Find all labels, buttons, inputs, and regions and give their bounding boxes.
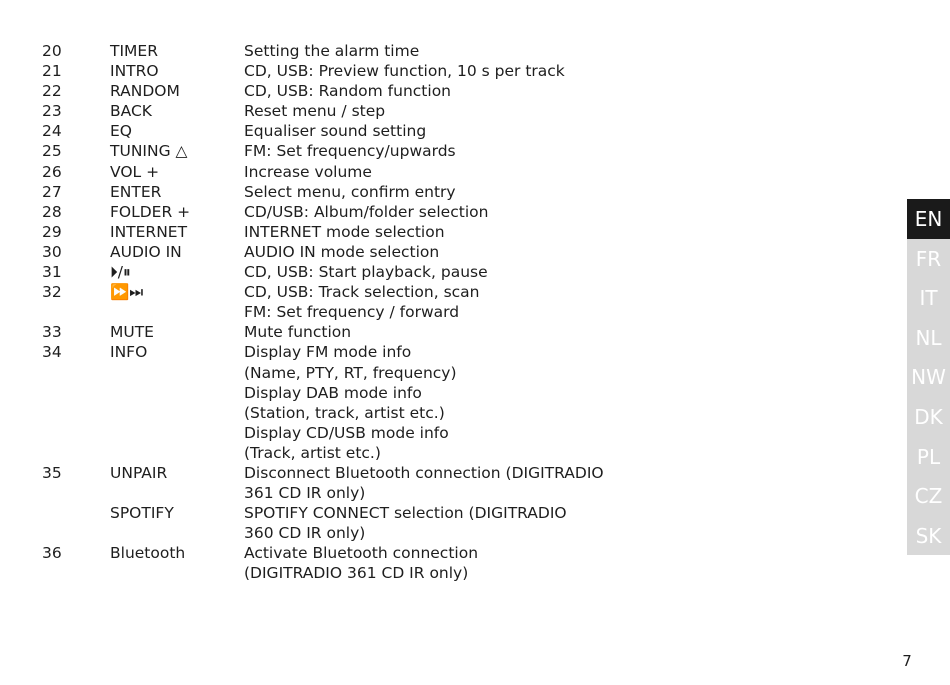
row-key: SPOTIFY	[110, 504, 174, 523]
row-number: 28	[42, 202, 62, 221]
row-key: AUDIO IN	[110, 242, 182, 261]
row-number: 36	[42, 544, 62, 563]
list-row	[0, 403, 900, 423]
list-row	[0, 363, 900, 383]
language-tabs	[907, 199, 950, 555]
play-pause-icon: ⏵/⏸	[110, 263, 131, 282]
row-key: TIMER	[110, 42, 158, 60]
row-description: Equaliser sound setting	[244, 122, 427, 141]
row-description: Select menu, confirm entry	[244, 182, 456, 201]
language-tab-pl[interactable]: PL	[907, 437, 950, 477]
row-number: 34	[42, 343, 62, 362]
row-number: 27	[42, 182, 62, 201]
list-row	[0, 443, 900, 463]
row-key: FOLDER +	[110, 202, 191, 221]
list-row	[0, 383, 900, 403]
row-description: CD, USB: Start playback, pause	[244, 263, 488, 282]
row-description: Display DAB mode info	[244, 383, 422, 402]
row-number: 32	[42, 283, 62, 302]
language-tab-nl[interactable]: NL	[907, 318, 950, 358]
list-row	[0, 563, 900, 583]
row-description: (DIGITRADIO 361 CD IR only)	[244, 564, 469, 583]
row-description: CD/USB: Album/folder selection	[244, 202, 489, 221]
row-number: 21	[42, 62, 62, 81]
list-row	[0, 41, 900, 61]
row-key: MUTE	[110, 323, 154, 342]
list-row	[0, 242, 900, 262]
row-description: (Name, PTY, RT, frequency)	[244, 363, 457, 382]
fast-forward-skip-icon: ⏩⏭	[110, 283, 144, 302]
list-row	[0, 262, 900, 282]
list-row	[0, 141, 900, 161]
language-tab-en[interactable]: EN	[907, 199, 950, 239]
list-row	[0, 162, 900, 182]
row-description: INTERNET mode selection	[244, 222, 445, 241]
language-tab-fr[interactable]: FR	[907, 239, 950, 279]
row-key: Bluetooth	[110, 544, 186, 563]
row-description: 361 CD IR only)	[244, 484, 366, 503]
row-description: CD, USB: Random function	[244, 82, 451, 101]
row-number: 31	[42, 263, 62, 282]
row-number: 35	[42, 463, 62, 482]
list-row	[0, 61, 900, 81]
row-description: CD, USB: Preview function, 10 s per track	[244, 62, 565, 81]
row-key: EQ	[110, 122, 132, 141]
row-description: SPOTIFY CONNECT selection (DIGITRADIO	[244, 504, 567, 523]
list-row	[0, 523, 900, 543]
list-row	[0, 543, 900, 563]
row-description: FM: Set frequency / forward	[244, 303, 460, 322]
key-function-list	[0, 41, 900, 584]
row-description: (Track, artist etc.)	[244, 443, 381, 462]
list-row	[0, 322, 900, 342]
row-key: VOL +	[110, 162, 160, 181]
list-row	[0, 483, 900, 503]
language-tab-nw[interactable]: NW	[907, 357, 950, 397]
row-description: CD, USB: Track selection, scan	[244, 283, 480, 302]
list-row	[0, 81, 900, 101]
list-row	[0, 101, 900, 121]
row-description: Display FM mode info	[244, 343, 412, 362]
row-description: Disconnect Bluetooth connection (DIGITRADIO	[244, 463, 604, 482]
row-description: Display CD/USB mode info	[244, 423, 449, 442]
row-key: UNPAIR	[110, 463, 168, 482]
row-description: Increase volume	[244, 162, 372, 181]
row-description: Setting the alarm time	[244, 42, 420, 60]
row-description: AUDIO IN mode selection	[244, 242, 440, 261]
language-tab-dk[interactable]: DK	[907, 397, 950, 437]
list-row	[0, 121, 900, 141]
language-tab-sk[interactable]: SK	[907, 516, 950, 556]
list-row	[0, 503, 900, 523]
row-key: TUNING △	[110, 142, 188, 161]
language-tab-it[interactable]: IT	[907, 278, 950, 318]
list-row	[0, 222, 900, 242]
row-description: 360 CD IR only)	[244, 524, 366, 543]
list-row	[0, 282, 900, 302]
row-description: (Station, track, artist etc.)	[244, 403, 445, 422]
row-description: Activate Bluetooth connection	[244, 544, 479, 563]
row-key: RANDOM	[110, 82, 180, 101]
row-key: ENTER	[110, 182, 162, 201]
row-description: Mute function	[244, 323, 352, 342]
page-number: 7	[902, 652, 912, 670]
row-number: 20	[42, 42, 62, 60]
row-key: BACK	[110, 102, 152, 121]
list-row	[0, 463, 900, 483]
list-row	[0, 342, 900, 362]
row-number: 29	[42, 222, 62, 241]
row-description: FM: Set frequency/upwards	[244, 142, 456, 161]
list-row	[0, 302, 900, 322]
list-row	[0, 423, 900, 443]
list-row	[0, 202, 900, 222]
row-number: 26	[42, 162, 62, 181]
row-key: INTRO	[110, 62, 159, 81]
row-key: INTERNET	[110, 222, 188, 241]
row-key: INFO	[110, 343, 148, 362]
language-tab-cz[interactable]: CZ	[907, 476, 950, 516]
row-number: 25	[42, 142, 62, 161]
row-description: Reset menu / step	[244, 102, 386, 121]
row-number: 33	[42, 323, 62, 342]
row-number: 30	[42, 242, 62, 261]
row-number: 24	[42, 122, 62, 141]
list-row	[0, 182, 900, 202]
row-number: 23	[42, 102, 62, 121]
row-number: 22	[42, 82, 62, 101]
